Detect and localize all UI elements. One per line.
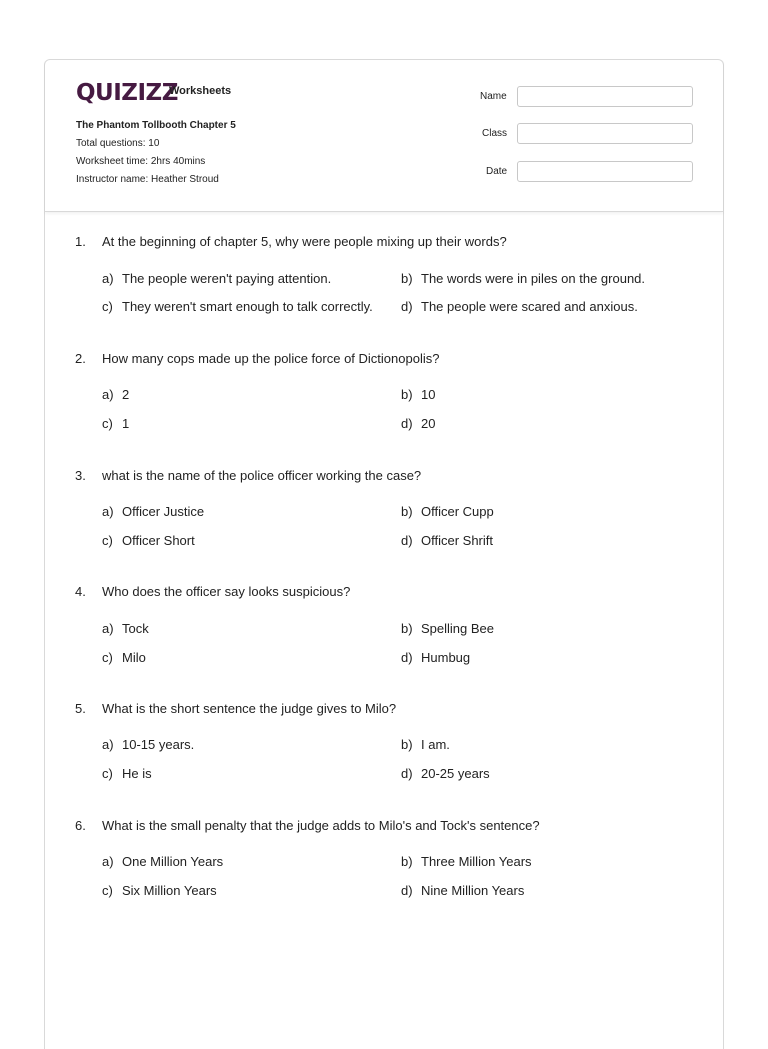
- option-c: [102, 416, 129, 431]
- option-d: [401, 650, 470, 665]
- question-text: What is the small penalty that the judge adds to Milo's and Tock's sentence?: [102, 818, 540, 833]
- option-text: One Million Years: [122, 854, 224, 869]
- product-label: Worksheets: [169, 85, 232, 97]
- date-label: Date: [486, 166, 508, 177]
- option-a: [102, 271, 331, 286]
- option-b: [401, 621, 494, 636]
- option-c: [102, 766, 152, 781]
- worksheet-title: The Phantom Tollbooth Chapter 5: [76, 120, 236, 131]
- class-label: Class: [482, 128, 508, 139]
- option-text: 20: [421, 416, 436, 431]
- option-text: Nine Million Years: [421, 883, 525, 898]
- question-text: How many cops made up the police force of Dictionopolis?: [102, 351, 440, 366]
- option-letter: b): [401, 854, 413, 869]
- option-letter: a): [102, 387, 114, 402]
- option-d: [401, 299, 638, 314]
- option-letter: b): [401, 271, 413, 286]
- option-letter: b): [401, 621, 413, 636]
- option-text: They weren't smart enough to talk correctly.: [122, 299, 373, 314]
- question-text: At the beginning of chapter 5, why were people mixing up their words?: [102, 234, 507, 249]
- option-text: He is: [122, 766, 152, 781]
- option-letter: c): [102, 883, 113, 898]
- option-text: 10: [421, 387, 436, 402]
- option-letter: d): [401, 416, 413, 431]
- option-text: Officer Justice: [122, 504, 205, 519]
- option-letter: d): [401, 299, 413, 314]
- worksheet-time: Worksheet time: 2hrs 40mins: [76, 156, 206, 167]
- option-letter: a): [102, 737, 114, 752]
- option-letter: a): [102, 271, 114, 286]
- option-a: [102, 387, 129, 402]
- option-letter: a): [102, 854, 114, 869]
- option-b: [401, 504, 494, 519]
- option-c: [102, 883, 217, 898]
- option-c: [102, 533, 195, 548]
- question-text: what is the name of the police officer working the case?: [102, 468, 422, 483]
- option-letter: a): [102, 504, 114, 519]
- question-text: Who does the officer say looks suspicious?: [102, 584, 351, 599]
- quizizz-logo: QUIZIZZ: [76, 80, 178, 106]
- option-letter: a): [102, 621, 114, 636]
- option-text: Milo: [122, 650, 146, 665]
- option-a: [102, 504, 204, 519]
- option-text: The words were in piles on the ground.: [421, 271, 646, 286]
- class-field[interactable]: [517, 123, 693, 144]
- option-text: 1: [122, 416, 130, 431]
- option-d: [401, 883, 524, 898]
- option-letter: d): [401, 766, 413, 781]
- option-letter: c): [102, 299, 113, 314]
- option-text: Humbug: [421, 650, 471, 665]
- option-letter: c): [102, 416, 113, 431]
- option-a: [102, 854, 223, 869]
- option-letter: d): [401, 650, 413, 665]
- option-text: Spelling Bee: [421, 621, 494, 636]
- name-label: Name: [480, 91, 507, 102]
- question-number: 6.: [75, 818, 86, 833]
- option-text: The people were scared and anxious.: [421, 299, 638, 314]
- question-number: 5.: [75, 701, 86, 716]
- option-c: [102, 650, 146, 665]
- option-letter: b): [401, 737, 413, 752]
- instructor-name: Instructor name: Heather Stroud: [76, 174, 219, 185]
- option-text: 20-25 years: [421, 766, 490, 781]
- option-letter: d): [401, 883, 413, 898]
- date-field[interactable]: [517, 161, 693, 182]
- option-text: I am.: [421, 737, 450, 752]
- option-letter: d): [401, 533, 413, 548]
- option-text: Tock: [122, 621, 149, 636]
- question-number: 4.: [75, 584, 86, 599]
- total-questions: Total questions: 10: [76, 138, 160, 149]
- option-letter: b): [401, 387, 413, 402]
- worksheet-page: [44, 59, 724, 1049]
- option-letter: c): [102, 766, 113, 781]
- option-d: [401, 533, 493, 548]
- option-d: [401, 766, 490, 781]
- option-text: Three Million Years: [421, 854, 532, 869]
- option-b: [401, 387, 435, 402]
- option-text: Officer Shrift: [421, 533, 494, 548]
- option-text: 2: [122, 387, 130, 402]
- option-c: [102, 299, 373, 314]
- option-a: [102, 621, 149, 636]
- question-number: 1.: [75, 234, 86, 249]
- name-field[interactable]: [517, 86, 693, 107]
- option-b: [401, 854, 532, 869]
- question-text: What is the short sentence the judge gives to Milo?: [102, 701, 397, 716]
- option-text: The people weren't paying attention.: [122, 271, 332, 286]
- option-text: Officer Short: [122, 533, 195, 548]
- option-letter: c): [102, 533, 113, 548]
- option-b: [401, 737, 450, 752]
- option-text: Officer Cupp: [421, 504, 494, 519]
- question-number: 2.: [75, 351, 86, 366]
- option-text: 10-15 years.: [122, 737, 195, 752]
- option-text: Six Million Years: [122, 883, 217, 898]
- option-b: [401, 271, 645, 286]
- option-letter: b): [401, 504, 413, 519]
- option-d: [401, 416, 435, 431]
- question-number: 3.: [75, 468, 86, 483]
- option-a: [102, 737, 194, 752]
- option-letter: c): [102, 650, 113, 665]
- worksheet-header: [45, 60, 723, 212]
